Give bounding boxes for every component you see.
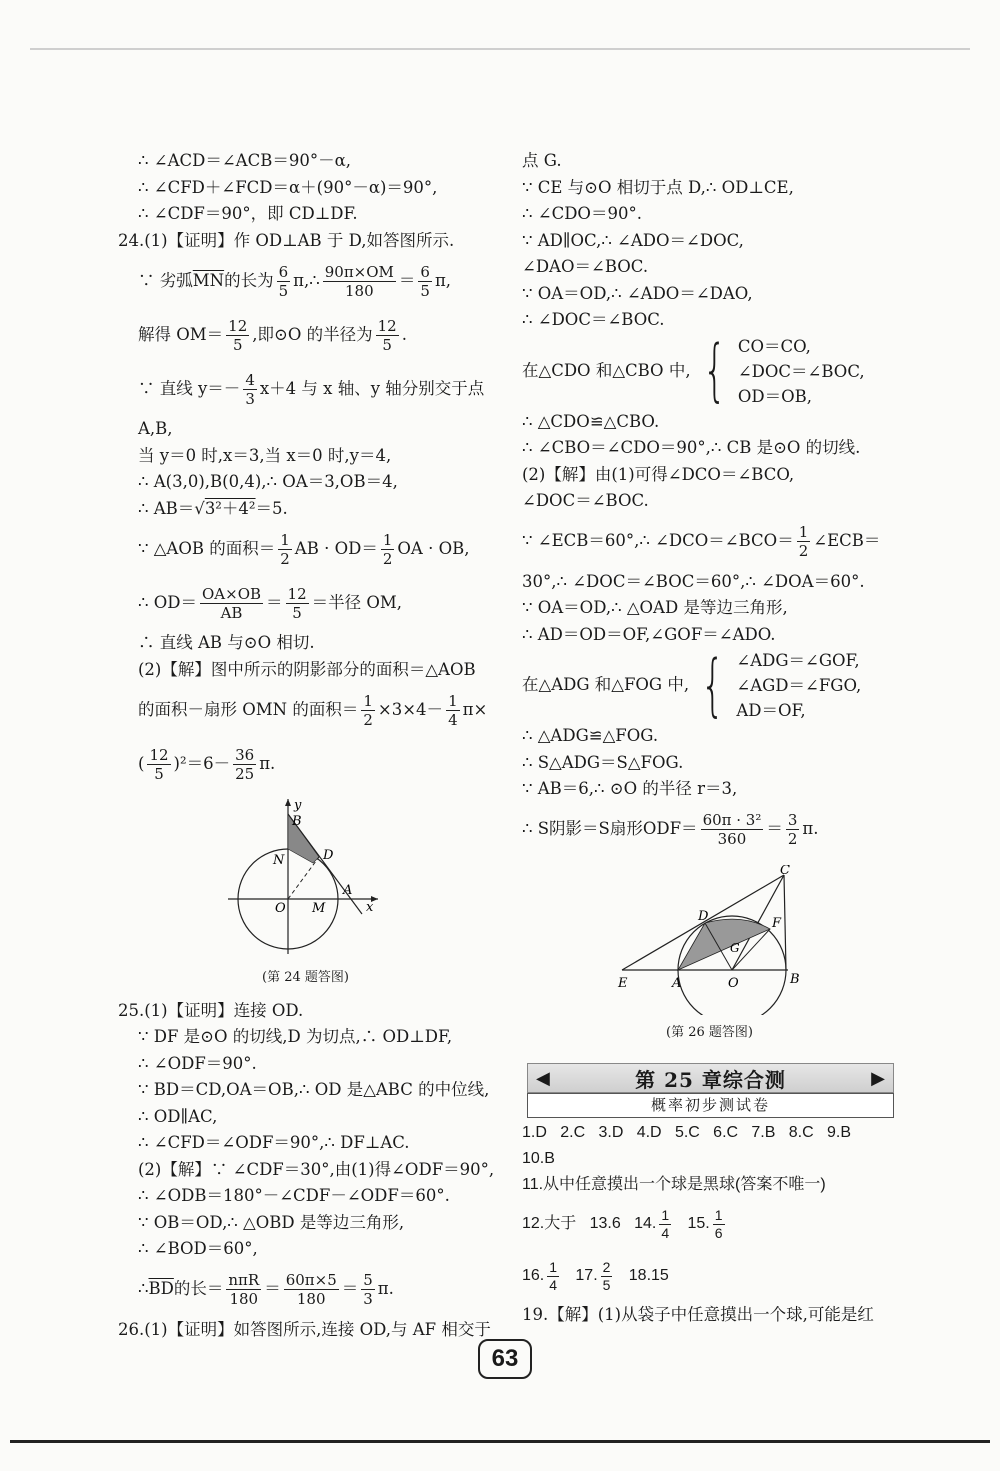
text-line: ∴ ∠ODF＝90°. [138, 1053, 257, 1073]
question-25-heading: 25.(1)【证明】连接 OD. [118, 1000, 304, 1020]
question-26-heading: 26.(1)【证明】如答图所示,连接 OD,与 AF 相交于 [118, 1319, 491, 1339]
text-line: ∴ ∠CDF＝90°，即 CD⊥DF. [138, 204, 358, 223]
answer-row: 19.【解】(1)从袋子中任意摸出一个球,可能是红 [522, 1305, 874, 1324]
test-subtitle: 概率初步测试卷 [527, 1093, 894, 1118]
figure-26-label: B [790, 971, 800, 987]
answer-row: 12.大于 13.6 14. $\frac{1}{4}$ 15. $\frac{1}{6}$ [522, 1206, 723, 1241]
text-line: 30°,∴ ∠DOC＝∠BOC＝60°,∴ ∠DOA＝60°. [522, 571, 865, 591]
text-line: ∵ OA＝OD,∴ △OAD 是等边三角形, [522, 598, 788, 617]
text-line: ∵ BD＝CD,OA＝OB,∴ OD 是△ABC 的中位线, [138, 1080, 490, 1099]
chapter-banner [527, 1063, 894, 1093]
text-line: ∴ ∠BOD＝60°, [138, 1239, 258, 1258]
text-line: ∵ AB＝6,∴ ⊙O 的半径 r＝3, [522, 779, 738, 798]
text-line: ∵ CE 与⊙O 相切于点 D,∴ OD⊥CE, [522, 177, 794, 197]
chapter-title: 第 25 章综合测 [635, 1067, 786, 1092]
text-line: ∴ S△ADG＝S△FOG. [522, 752, 684, 772]
text-line: ∵ ∠ECB＝60°,∴ ∠DCO＝∠BCO＝ $\frac{1}{2}$ ∠ECB＝ [522, 523, 881, 560]
figure-24-diagram [118, 799, 493, 959]
figure-24-label: N [273, 853, 285, 868]
figure-24-label: D [323, 848, 334, 863]
text-line: ( $\frac{12}{5}$ )²＝6－ $\frac{36}{25}$ π. [138, 745, 276, 783]
figure-26 [522, 865, 897, 1044]
text-line: ∵ OA＝OD,∴ ∠ADO＝∠DAO, [522, 283, 753, 303]
text-line: ∵ 直线 y＝－ $\frac{4}{3}$ x＋4 与 x 轴、y 轴分别交于点 [138, 370, 485, 408]
text-line: ∵ DF 是⊙O 的切线,D 为切点,∴ OD⊥DF, [138, 1027, 453, 1046]
answer-row: 16. $\frac{1}{4}$ 17. $\frac{2}{5}$ 18.15 [522, 1258, 669, 1293]
figure-24-caption: (第 24 题答图) [262, 969, 349, 985]
text-line: ∴ S阴影＝S扇形ODF＝ $\frac{\text{60π · 3²}}{360}$ ＝ $\frac{3}{2}$ π. [522, 811, 819, 848]
text-line: ∵ 劣弧 $\overline{MN}$ 的长为 $\frac{6}{5}$ π,∴ $\frac{90\pi\times OM}{180}$ ＝ $\frac{6}{5}$ π, [138, 262, 452, 300]
answer-row: 1.D 2.C 3.D 4.D 5.C 6.C 7.B 8.C 9.B [522, 1124, 852, 1141]
figure-26-label: D [698, 908, 709, 924]
figure-24-label: x [366, 900, 374, 915]
text-line: 点 G. [522, 151, 562, 170]
page-number: 63 [478, 1339, 532, 1379]
text-line: ∴ ∠CFD＝∠ODF＝90°,∴ DF⊥AC. [138, 1133, 410, 1152]
text-line: ∴ ∠ODB＝180°－∠CDF－∠ODF＝60°. [138, 1186, 450, 1205]
text-line: ∴ ∠ACD＝∠ACB＝90°－α, [138, 151, 351, 170]
right-column [522, 148, 897, 1043]
figure-24-label: A [343, 883, 353, 898]
text-line: ∴ ∠DOC＝∠BOC. [522, 310, 665, 329]
text-line: ∴ △ADG≌△FOG. [522, 726, 659, 745]
text-line: (2)【解】图中所示的阴影部分的面积＝△AOB [138, 659, 476, 679]
arrow-left-icon: ◀ [536, 1067, 550, 1089]
congruence-system: 在△CDO 和△CBO 中, { CO＝CO, ∠DOC＝∠BOC, OD＝OB, [522, 331, 865, 410]
text-line: ∴ $\overline{BD}$ 的长＝ $\frac{\text{nπR}}{180}$ ＝ $\frac{60\pi\times 5}{180}$ ＝ $\frac{5}{3}$ π. [138, 1271, 394, 1308]
text-line: ∴ AB＝√3²＋4²＝5. [138, 498, 288, 518]
figure-24-label: B [292, 814, 302, 829]
arrow-right-icon: ▶ [871, 1067, 885, 1089]
text-line: ∵ AD∥OC,∴ ∠ADO＝∠DOC, [522, 230, 744, 250]
left-column [118, 148, 493, 1343]
brace-icon: { [700, 645, 725, 725]
text-line: ∴ ∠CDO＝90°. [522, 204, 642, 223]
text-line: ∠DAO＝∠BOC. [522, 257, 649, 276]
text-line: ∴ 直线 AB 与⊙O 相切. [138, 633, 315, 652]
figure-26-label: A [672, 975, 682, 991]
congruence-system: 在△ADG 和△FOG 中, { ∠ADG＝∠GOF, ∠AGD＝∠FGO, AD＝OF, [522, 645, 862, 725]
figure-24 [118, 799, 493, 988]
text-line: ∠DOC＝∠BOC. [522, 491, 649, 510]
text-line: 的面积－扇形 OMN 的面积＝ $\frac{1}{2}$ ×3×4－ $\frac{1}{4}$ π× [138, 691, 488, 729]
text-line: ∴ OD∥AC, [138, 1106, 218, 1126]
text-line: (2)【解】∵ ∠CDF＝30°,由(1)得∠ODF＝90°, [138, 1159, 495, 1179]
figure-26-label: C [780, 864, 790, 878]
text-line: 当 y＝0 时,x＝3,当 x＝0 时,y＝4, [138, 445, 392, 465]
figure-24-label: O [275, 901, 286, 916]
answer-key [522, 1120, 902, 1328]
answer-row: 10.B [522, 1150, 555, 1167]
figure-26-label: F [772, 915, 782, 931]
text-line: (2)【解】由(1)可得∠DCO＝∠BCO, [522, 464, 795, 484]
text-line: ∴ A(3,0),B(0,4),∴ OA＝3,OB＝4, [138, 472, 398, 491]
figure-26-caption: (第 26 题答图) [666, 1025, 753, 1040]
text-line: ∴ ∠CBO＝∠CDO＝90°,∴ CB 是⊙O 的切线. [522, 438, 861, 457]
text-line: ∴ AD＝OD＝OF,∠GOF＝∠ADO. [522, 624, 776, 644]
figure-24-label: M [312, 901, 326, 916]
text-line: 解得 OM＝ $\frac{12}{5}$ ,即⊙O 的半径为 $\frac{12}{5}$ . [138, 316, 407, 354]
answer-row: 11.从中任意摸出一个球是黑球(答案不唯一) [522, 1176, 826, 1193]
figure-24-label: y [294, 799, 302, 813]
bottom-rule [10, 1440, 990, 1443]
text-line: ∵ OB＝OD,∴ △OBD 是等边三角形, [138, 1212, 405, 1232]
text-line: ∴ OD＝ $\frac{OA\times OB}{AB}$ ＝ $\frac{12}{5}$ ＝半径 OM, [138, 584, 403, 622]
text-line: ∴ △CDO≌△CBO. [522, 411, 660, 431]
figure-26-label: O [728, 975, 739, 991]
question-24-heading: 24.(1)【证明】作 OD⊥AB 于 D,如答图所示. [118, 230, 455, 250]
text-line: ∵ △AOB 的面积＝ $\frac{1}{2}$ AB · OD＝ $\frac{1}{2}$ OA · OB, [138, 530, 470, 568]
figure-26-diagram [522, 865, 897, 1015]
top-rule [30, 48, 970, 50]
brace-icon: { [702, 331, 727, 410]
text-line: A,B, [138, 419, 173, 438]
text-line: ∴ ∠CFD＋∠FCD＝α＋(90°－α)＝90°, [138, 177, 438, 197]
figure-26-label: G [730, 940, 740, 955]
figure-26-label: E [618, 975, 628, 991]
